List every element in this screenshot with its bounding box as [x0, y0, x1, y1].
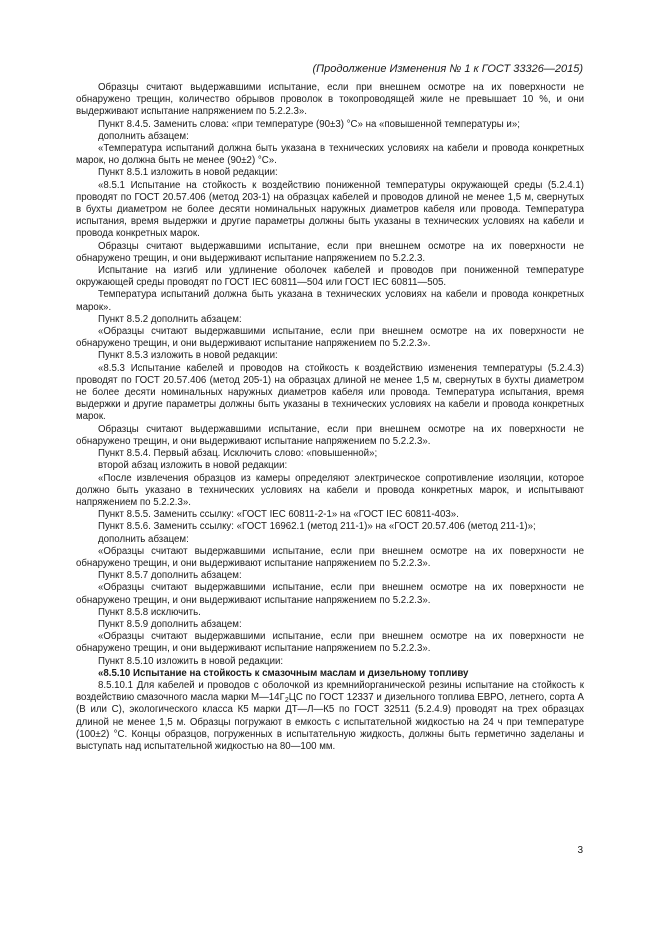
paragraph: «Образцы считают выдержавшими испытание, если при внешнем осмотре на их поверхности не обнаружено трещин, и они выдерживают испытание напряжением по 5.2.2.3».: [76, 631, 584, 655]
paragraph-text-part: 8.5.10.1 Для кабелей и проводов с оболочкой из кремнийорганической резины испытание на стойкость к воздействию смазочного масла марки М—14Г: [76, 679, 584, 704]
paragraph: Образцы считают выдержавшими испытание, если при внешнем осмотре на их поверхности не обнаружено трещин, количество обрывов проволок в токопроводящей жиле не превышает 10 %, и они выдерживают испытание напряжением по 5.2.2.3».: [76, 82, 584, 118]
paragraph: Испытание на изгиб или удлинение оболочек кабелей и проводов при пониженной температуре окружающей среды проводят по ГОСТ IEC 60811—504 или ГОСТ IEC 60811—505.: [76, 265, 584, 289]
paragraph: «Температура испытаний должна быть указана в технических условиях на кабели и провода конкретных марок, но должна быть не менее (90±2) °С».: [76, 143, 584, 167]
document-body: [76, 82, 584, 753]
paragraph: «Образцы считают выдержавшими испытание, если при внешнем осмотре на их поверхности не обнаружено трещин, и они выдерживают испытание напряжением по 5.2.2.3».: [76, 545, 584, 569]
paragraph: «Образцы считают выдержавшими испытание, если при внешнем осмотре на их поверхности не обнаружено трещин, и они выдерживают испытание напряжением по 5.2.2.3».: [76, 326, 584, 350]
section-heading: «8.5.10 Испытание на стойкость к смазочным маслам и дизельному топливу: [98, 667, 469, 679]
paragraph: Образцы считают выдержавшими испытание, если при внешнем осмотре на их поверхности не обнаружено трещин, и они выдерживают испытание напряжением по 5.2.2.3.: [76, 240, 584, 264]
paragraph: «8.5.1 Испытание на стойкость к воздействию пониженной температуры окружающей среды (5.2.4.1) проводят по ГОСТ 20.57.406 (метод 203-1) на образцах кабелей и проводов длиной не менее 1,5 м, свернутых в бухты диаметром не более десяти номинальных наружных диаметров кабеля или провода. Температура испытания, время выдержки и другие параметры должны быть указаны в технических условиях на кабели и провода конкретных марок.: [76, 179, 584, 240]
subscript: 2: [284, 697, 289, 705]
paragraph: Пункт 8.5.3 изложить в новой редакции:: [98, 350, 278, 362]
paragraph: Пункт 8.5.10 изложить в новой редакции:: [98, 655, 284, 667]
paragraph: Пункт 8.5.8 исключить.: [98, 606, 201, 618]
paragraph: Пункт 8.5.6. Заменить ссылку: «ГОСТ 16962.1 (метод 211-1)» на «ГОСТ 20.57.406 (метод 211-1)»;: [98, 521, 536, 533]
paragraph-text-part: ЦС по ГОСТ 12337 и дизельного топлива ЕВРО, летнего, сорта А (В или С), экологического класса К5 марки ДТ—Л—К5 по ГОСТ 32511 (5.2.4.9) проводят на трех образцах длиной не менее 1,5 м. Образцы погружают в емкость с испытательной жидкостью на 24 ч при температуре (100±2) °С. Концы образцов, погруженных в испытательную жидкость, должны быть герметично заделаны и выступать над испытательной жидкостью на 80—100 мм.: [76, 692, 584, 752]
paragraph: Пункт 8.5.1 изложить в новой редакции:: [98, 167, 278, 179]
paragraph: Пункт 8.4.5. Заменить слова: «при температуре (90±3) °С» на «повышенной температуры и»;: [98, 118, 520, 130]
paragraph: Пункт 8.5.4. Первый абзац. Исключить слово: «повышенной»;: [98, 448, 378, 460]
paragraph: «Образцы считают выдержавшими испытание, если при внешнем осмотре на их поверхности не обнаружено трещин, и они выдерживают испытание напряжением по 5.2.2.3».: [76, 582, 584, 606]
running-header: (Продолжение Изменения № 1 к ГОСТ 33326—2015): [312, 63, 583, 75]
paragraph: Температура испытаний должна быть указана в технических условиях на кабели и провода конкретных марок».: [76, 289, 584, 313]
paragraph: Пункт 8.5.2 дополнить абзацем:: [98, 313, 242, 325]
paragraph: Пункт 8.5.9 дополнить абзацем:: [98, 618, 242, 630]
paragraph: дополнить абзацем:: [98, 533, 189, 545]
paragraph: Пункт 8.5.5. Заменить ссылку: «ГОСТ IEC 60811-2-1» на «ГОСТ IEC 60811-403».: [98, 509, 459, 521]
paragraph: второй абзац изложить в новой редакции:: [98, 460, 288, 472]
page-number: 3: [577, 845, 583, 856]
paragraph: Образцы считают выдержавшими испытание, если при внешнем осмотре на их поверхности не обнаружено трещин, и они выдерживают испытание напряжением по 5.2.2.3».: [76, 423, 584, 447]
paragraph: дополнить абзацем:: [98, 130, 189, 142]
paragraph: «8.5.3 Испытание кабелей и проводов на стойкость к воздействию изменения температуры (5.2.4.3) проводят по ГОСТ 20.57.406 (метод 205-1) на образцах длиной не менее 1,5 м, свернутых в бухты диаметром не более десяти номинальных наружных диаметров кабеля или провода. Температура испытания, время выдержки и другие параметры должны быть указаны в технических условиях на кабели и провода конкретных марок.: [76, 362, 584, 423]
paragraph-oil-test: [76, 680, 584, 753]
paragraph: Пункт 8.5.7 дополнить абзацем:: [98, 570, 242, 582]
paragraph: «После извлечения образцов из камеры определяют электрическое сопротивление изоляции, которое должно быть указано в технических условиях на кабели и провода конкретных марок, и испытывают напряжением по 5.2.2.3».: [76, 472, 584, 508]
